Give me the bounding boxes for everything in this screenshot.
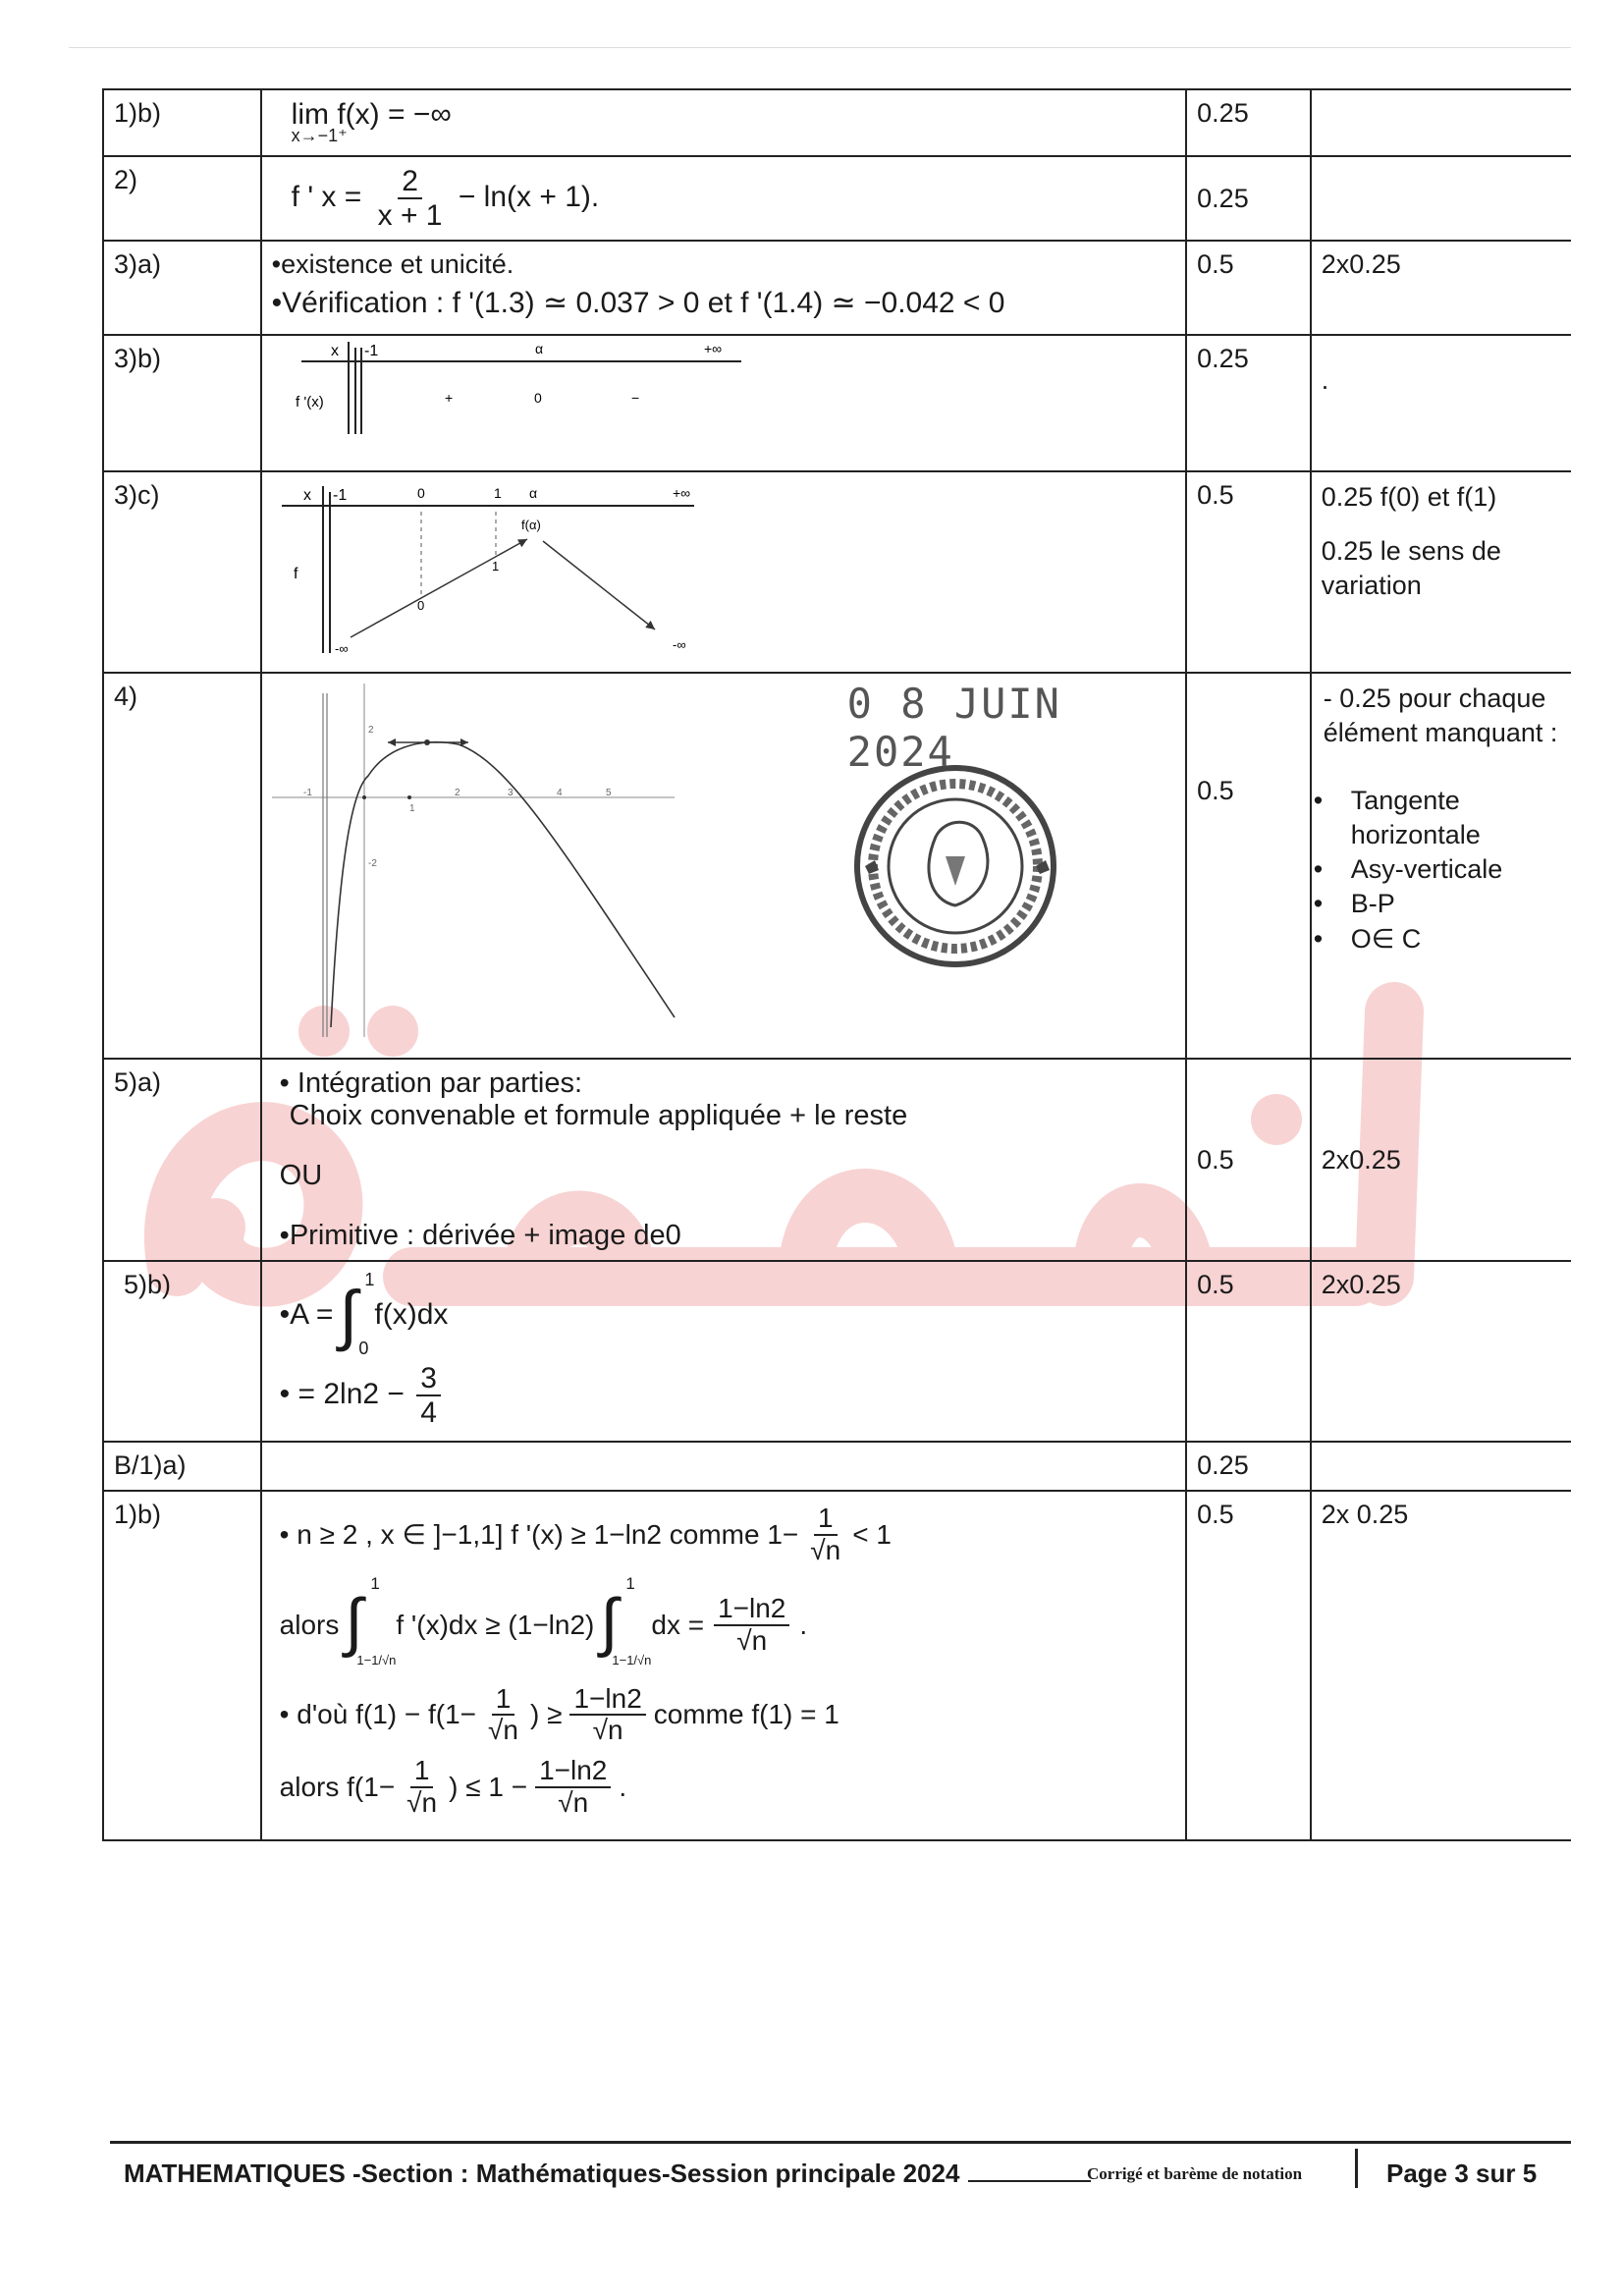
period: . <box>799 1609 808 1640</box>
remark-text: 2x0.25 <box>1321 1144 1401 1175</box>
points-value: 0.5 <box>1197 1144 1234 1175</box>
page-footer <box>110 2141 1571 2200</box>
sign-table-x1: -1 <box>363 343 378 359</box>
svg-text:-2: -2 <box>367 858 377 869</box>
variation-table <box>262 472 1162 665</box>
official-seal-icon <box>847 758 1063 974</box>
top-rule <box>69 47 1571 48</box>
var-table-x5: +∞ <box>672 485 690 501</box>
remark-text: 2x0.25 <box>1321 1270 1401 1299</box>
page-number: Page 3 sur 5 <box>1386 2159 1538 2188</box>
points-cell <box>1186 1491 1311 1840</box>
question-label: 1)b) <box>114 98 162 128</box>
integral-sign: ∫ 1 0 <box>339 1270 375 1358</box>
var-table-row-label: f <box>293 566 298 582</box>
var-table-x: x <box>302 487 311 504</box>
question-label: 1)b) <box>114 1500 162 1529</box>
integral-lower: 1−1/√n <box>356 1652 397 1667</box>
question-label: B/1)a) <box>114 1450 187 1480</box>
fraction-denominator: √n <box>736 1624 768 1656</box>
footer-subtitle: Corrigé et barème de notation <box>1087 2164 1303 2183</box>
remark-cell <box>1311 1491 1571 1840</box>
points-value: 0.5 <box>1197 1270 1234 1299</box>
remark-cell <box>1311 1442 1571 1491</box>
integral-lower: 0 <box>358 1339 369 1358</box>
table-row <box>103 1059 1571 1261</box>
remark-cell <box>1311 1261 1571 1442</box>
grading-table <box>102 88 1571 1841</box>
table-row <box>103 241 1571 335</box>
question-cell <box>103 1059 261 1261</box>
table-row <box>103 1261 1571 1442</box>
points-cell <box>1186 156 1311 241</box>
svg-text:5: 5 <box>605 788 612 798</box>
sign-zero: 0 <box>533 390 542 406</box>
inequality-symbol: ) ≤ 1 − <box>449 1771 528 1802</box>
question-label: 3)a) <box>114 249 162 279</box>
remark-line: 0.25 le sens de variation <box>1321 536 1501 601</box>
table-row <box>103 471 1571 673</box>
result-fraction <box>714 1594 789 1657</box>
var-table-x4: α <box>528 485 537 501</box>
question-label: 5)b) <box>124 1270 172 1299</box>
fraction-numerator: 1 <box>410 1756 434 1788</box>
list-item: • O∈ C <box>1312 922 1561 957</box>
integral-lower: 1−1/√n <box>612 1652 652 1667</box>
answer-cell <box>261 673 1186 1059</box>
verification-line: •Vérification : f '(1.3) ≃ 0.037 > 0 et f '(1.4) ≃ −0.042 < 0 <box>271 287 1005 319</box>
remark-text: 2x0.25 <box>1321 249 1401 279</box>
alors-line: alors f(1− <box>279 1771 396 1802</box>
sign-table-alpha: α <box>534 341 543 356</box>
points-value: 0.5 <box>1197 249 1234 279</box>
fraction-numerator: 1−ln2 <box>714 1594 789 1626</box>
question-cell <box>103 1261 261 1442</box>
footer-underline <box>968 2180 1091 2182</box>
svg-text:2: 2 <box>367 725 374 736</box>
result-fraction <box>535 1756 611 1819</box>
points-cell <box>1186 1059 1311 1261</box>
answer-cell <box>261 1261 1186 1442</box>
integral-expression: f '(x)dx ≥ (1−ln2) <box>396 1609 595 1640</box>
answer-cell <box>261 335 1186 471</box>
question-label: 4) <box>114 682 138 711</box>
question-label: 3)c) <box>114 480 160 510</box>
question-cell <box>103 335 261 471</box>
answer-cell <box>261 471 1186 673</box>
points-value: 0.25 <box>1197 98 1249 128</box>
var-table-value-0: 0 <box>416 598 424 613</box>
missing-elements-list <box>1312 784 1561 956</box>
sign-plus: + <box>444 390 453 406</box>
sign-table-x: x <box>330 343 339 359</box>
area-fraction <box>416 1362 441 1429</box>
remark-cell <box>1311 241 1571 335</box>
sign-table-plus-infinity: +∞ <box>703 341 722 356</box>
fraction-numerator: 1−ln2 <box>569 1684 645 1717</box>
list-item: • Tangente horizontale <box>1312 784 1561 852</box>
remark-text: 2x 0.25 <box>1321 1500 1409 1529</box>
points-value: 0.25 <box>1197 183 1249 213</box>
remark-intro: - 0.25 pour chaque élément manquant : <box>1323 683 1558 748</box>
question-label: 5)a) <box>114 1067 162 1097</box>
points-cell <box>1186 471 1311 673</box>
fraction-denominator: √n <box>592 1715 623 1746</box>
list-item: • Asy-verticale <box>1312 852 1561 887</box>
or-label: OU <box>279 1160 323 1191</box>
answer-cell <box>261 1442 1186 1491</box>
var-table-minus-infinity-left: -∞ <box>334 641 349 656</box>
question-label: 3)b) <box>114 344 162 373</box>
points-value: 0.25 <box>1197 1450 1249 1480</box>
points-cell <box>1186 673 1311 1059</box>
derivative-lhs: f ' x = <box>291 180 362 213</box>
fraction-denominator: √n <box>488 1715 518 1746</box>
result-fraction <box>569 1684 645 1747</box>
inequality-line: • n ≥ 2 , x ∈ ]−1,1] f '(x) ≥ 1−ln2 comme 1− <box>279 1519 799 1551</box>
points-value: 0.5 <box>1197 480 1234 510</box>
answer-cell <box>261 1491 1186 1840</box>
var-table-value-1: 1 <box>491 559 499 574</box>
dx-equals: dx = <box>651 1609 705 1640</box>
remark-cell <box>1311 1059 1571 1261</box>
points-cell <box>1186 241 1311 335</box>
one-over-sqrt-n <box>403 1756 441 1819</box>
fraction-numerator: 1 <box>814 1503 838 1536</box>
fraction-denominator: √n <box>810 1534 841 1565</box>
question-cell <box>103 471 261 673</box>
fraction-denominator: √n <box>406 1786 438 1818</box>
limit-subscript: x→−1⁺ <box>291 126 348 145</box>
points-cell <box>1186 335 1311 471</box>
table-row <box>103 335 1571 471</box>
points-cell <box>1186 1261 1311 1442</box>
integral-upper: 1 <box>625 1573 635 1593</box>
svg-text:2: 2 <box>454 788 460 798</box>
remark-cell <box>1311 673 1571 1059</box>
answer-cell <box>261 241 1186 335</box>
remark-text: . <box>1321 365 1329 395</box>
var-table-f-alpha: f(α) <box>520 518 541 532</box>
fraction-denominator: √n <box>558 1786 589 1818</box>
remark-line: 0.25 f(0) et f(1) <box>1321 482 1497 512</box>
integrand: f(x)dx <box>374 1298 449 1331</box>
table-row <box>103 89 1571 156</box>
integral-sign: ∫ 1 1−1/√n <box>600 1573 652 1667</box>
points-cell <box>1186 1442 1311 1491</box>
points-value: 0.25 <box>1197 344 1249 373</box>
integral-upper: 1 <box>364 1270 375 1289</box>
var-table-x1: -1 <box>332 487 347 504</box>
var-table-x2: 0 <box>416 485 425 501</box>
question-cell <box>103 241 261 335</box>
list-item: • B-P <box>1312 887 1561 921</box>
dou-line: • d'où f(1) − f(1− <box>279 1699 477 1730</box>
question-cell <box>103 89 261 156</box>
remark-cell <box>1311 471 1571 673</box>
integration-detail: Choix convenable et formule appliquée + le reste <box>289 1100 908 1131</box>
table-row <box>103 1491 1571 1840</box>
inequality-end: < 1 <box>852 1518 892 1550</box>
svg-text:-1: -1 <box>302 788 312 798</box>
fraction-denominator: 4 <box>420 1396 437 1429</box>
fraction-numerator: 1 <box>492 1684 515 1717</box>
comme-text: comme f(1) = 1 <box>653 1699 839 1730</box>
sign-table-row-label: f '(x) <box>295 394 324 410</box>
var-table-x3: 1 <box>493 485 502 501</box>
svg-text:3: 3 <box>507 788 514 798</box>
points-value: 0.5 <box>1197 1500 1234 1529</box>
fraction-numerator: 1−ln2 <box>535 1756 611 1788</box>
fraction-numerator: 2 <box>398 165 422 199</box>
limit-expression: lim f(x) = −∞ <box>291 98 452 131</box>
stamp-date: 0 8 JUIN 2024 <box>846 680 1061 776</box>
answer-cell <box>261 156 1186 241</box>
remark-cell <box>1311 335 1571 471</box>
existence-line: •existence et unicité. <box>271 249 514 279</box>
one-over-sqrt-n <box>806 1503 844 1566</box>
integration-line: • Intégration par parties: <box>279 1067 583 1099</box>
footer-rule <box>110 2141 1571 2144</box>
footer-title: MATHEMATIQUES -Section : Mathématiques-Session principale 2024 <box>124 2159 960 2188</box>
points-value: 0.5 <box>1197 776 1234 805</box>
integral-sign: ∫ 1 1−1/√n <box>345 1573 397 1667</box>
remark-cell <box>1311 156 1571 241</box>
svg-text:4: 4 <box>556 788 563 798</box>
points-cell <box>1186 89 1311 156</box>
inequality-symbol: ) ≥ <box>530 1699 563 1730</box>
table-row <box>103 673 1571 1059</box>
sign-minus: − <box>630 390 639 406</box>
derivative-rhs: − ln(x + 1). <box>458 180 600 213</box>
table-row <box>103 1442 1571 1491</box>
table-row <box>103 156 1571 241</box>
fraction-denominator: x + 1 <box>377 199 443 232</box>
derivative-fraction <box>374 165 447 232</box>
answer-cell <box>261 89 1186 156</box>
fraction-numerator: 3 <box>416 1362 441 1396</box>
one-over-sqrt-n <box>484 1684 522 1747</box>
question-cell <box>103 156 261 241</box>
area-result-prefix: • = 2ln2 − <box>279 1377 405 1410</box>
footer-separator <box>1355 2149 1358 2188</box>
primitive-line: •Primitive : dérivée + image de0 <box>279 1220 681 1251</box>
area-prefix: •A = <box>279 1298 334 1331</box>
question-cell <box>103 1491 261 1840</box>
var-table-minus-infinity-right: -∞ <box>672 637 686 652</box>
question-label: 2) <box>114 165 138 194</box>
period: . <box>619 1771 627 1802</box>
alors-label: alors <box>279 1609 340 1640</box>
remark-cell <box>1311 89 1571 156</box>
answer-cell <box>261 1059 1186 1261</box>
question-cell <box>103 673 261 1059</box>
sign-table <box>262 336 1162 464</box>
question-cell <box>103 1442 261 1491</box>
svg-text:1: 1 <box>408 803 415 814</box>
integral-upper: 1 <box>370 1573 380 1593</box>
